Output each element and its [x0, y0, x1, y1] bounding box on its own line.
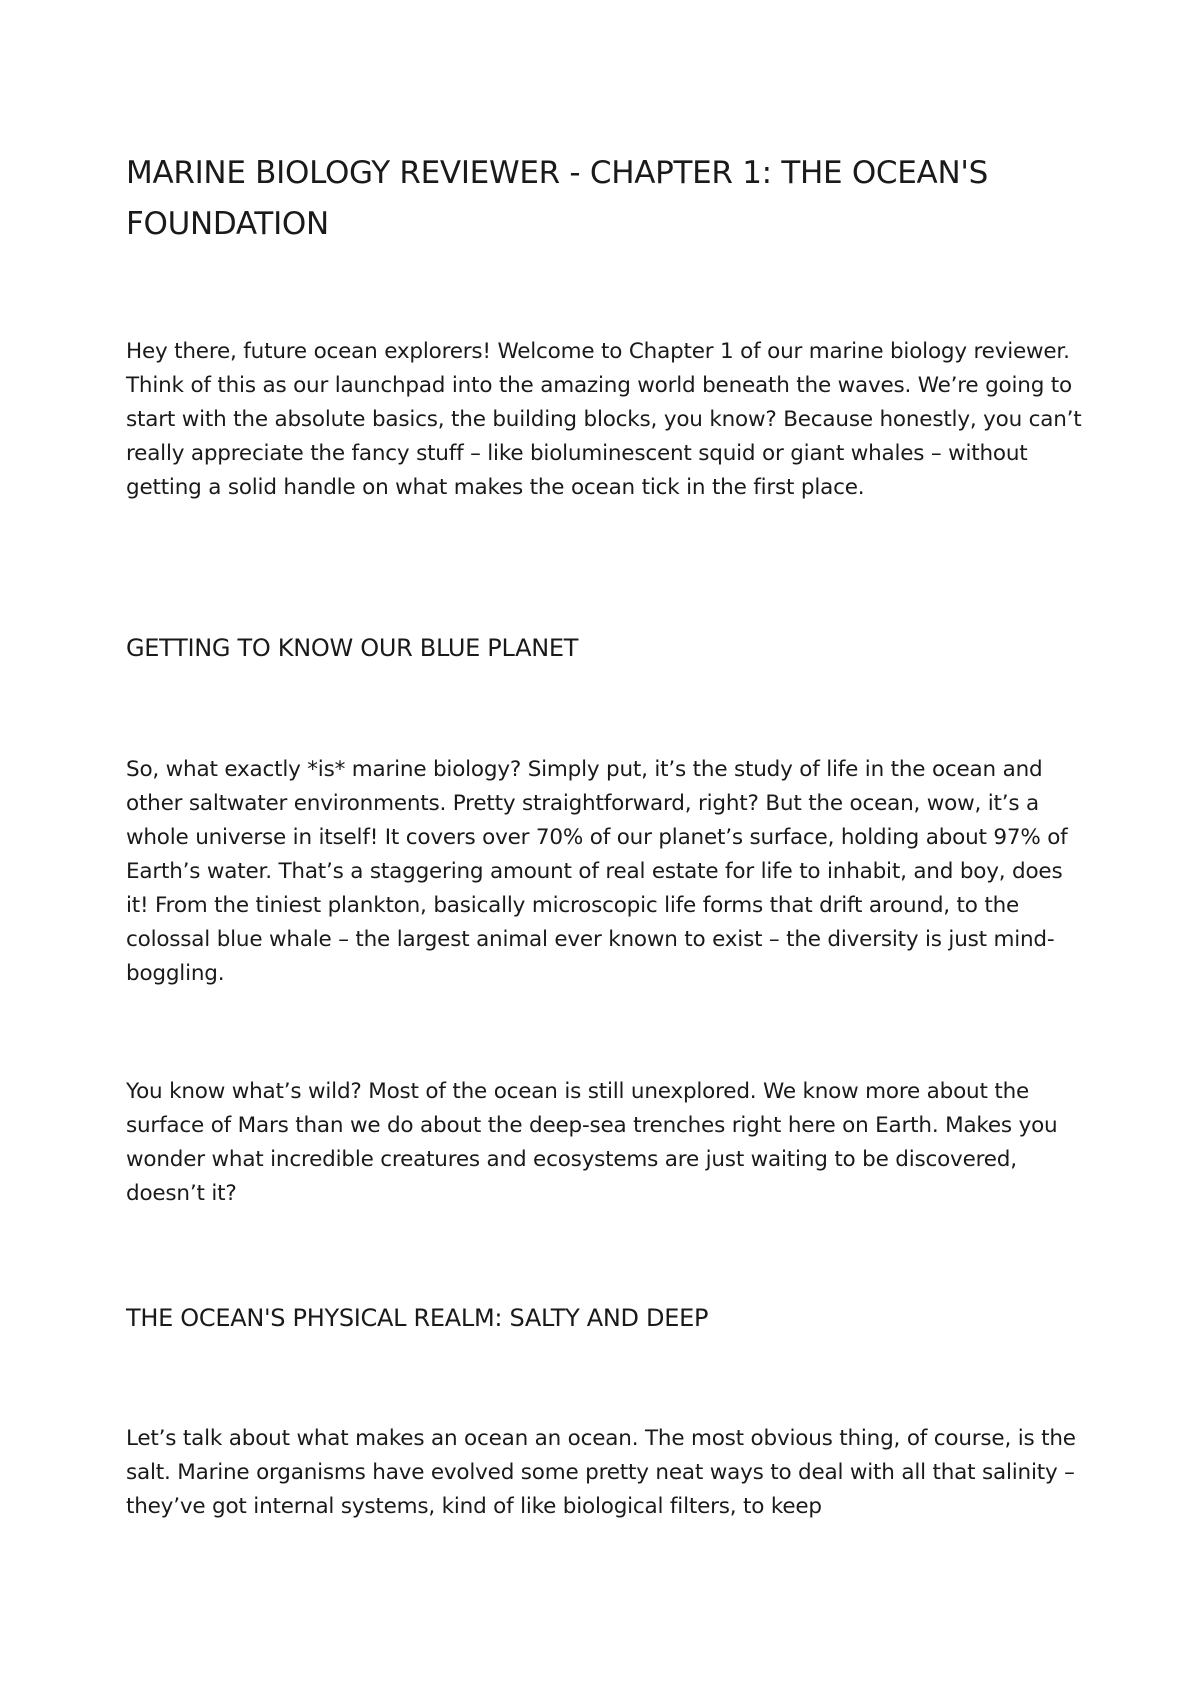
document-title: MARINE BIOLOGY REVIEWER - CHAPTER 1: THE OCEAN'S FOUNDATION — [126, 155, 988, 242]
paragraph-what-is-marine-biology: So, what exactly *is* marine biology? Simply put, it’s the study of life in the ocean and other saltwater environments. Pretty straightforward, right? But the ocean, wow, it’s a whole universe in itself! It covers over 70% of our planet’s surface, holding about 97% of Earth’s water. That’s a staggering amount of real estate for life to inhabit, and boy, does it! From the tiniest plankton, basically microscopic life forms that drift around, to the colossal blue whale – the largest animal ever known to exist – the diversity is just mind-boggling. — [126, 757, 1068, 986]
intro-paragraph: Hey there, future ocean explorers! Welcome to Chapter 1 of our marine biology reviewer. Think of this as our launchpad into the amazing world beneath the waves. We’re going to start with the absolute basics, the building blocks, you know? Because honestly, you can’t really appreciate the fancy stuff – like bioluminescent squid or giant whales – without getting a solid handle on what makes the ocean tick in the first place. — [126, 339, 1082, 500]
paragraph-salinity: Let’s talk about what makes an ocean an ocean. The most obvious thing, of course, is the salt. Marine organisms have evolved some pretty neat ways to deal with all that salinity – they’ve got internal systems, kind of like biological filters, to keep — [126, 1426, 1076, 1519]
section-heading-blue-planet: GETTING TO KNOW OUR BLUE PLANET — [126, 634, 579, 662]
paragraph-unexplored-ocean: You know what’s wild? Most of the ocean is still unexplored. We know more about the surface of Mars than we do about the deep-sea trenches right here on Earth. Makes you wonder what incredible creatures and ecosystems are just waiting to be discovered, doesn’t it? — [126, 1079, 1058, 1206]
section-heading-physical-realm: THE OCEAN'S PHYSICAL REALM: SALTY AND DEEP — [126, 1304, 709, 1332]
